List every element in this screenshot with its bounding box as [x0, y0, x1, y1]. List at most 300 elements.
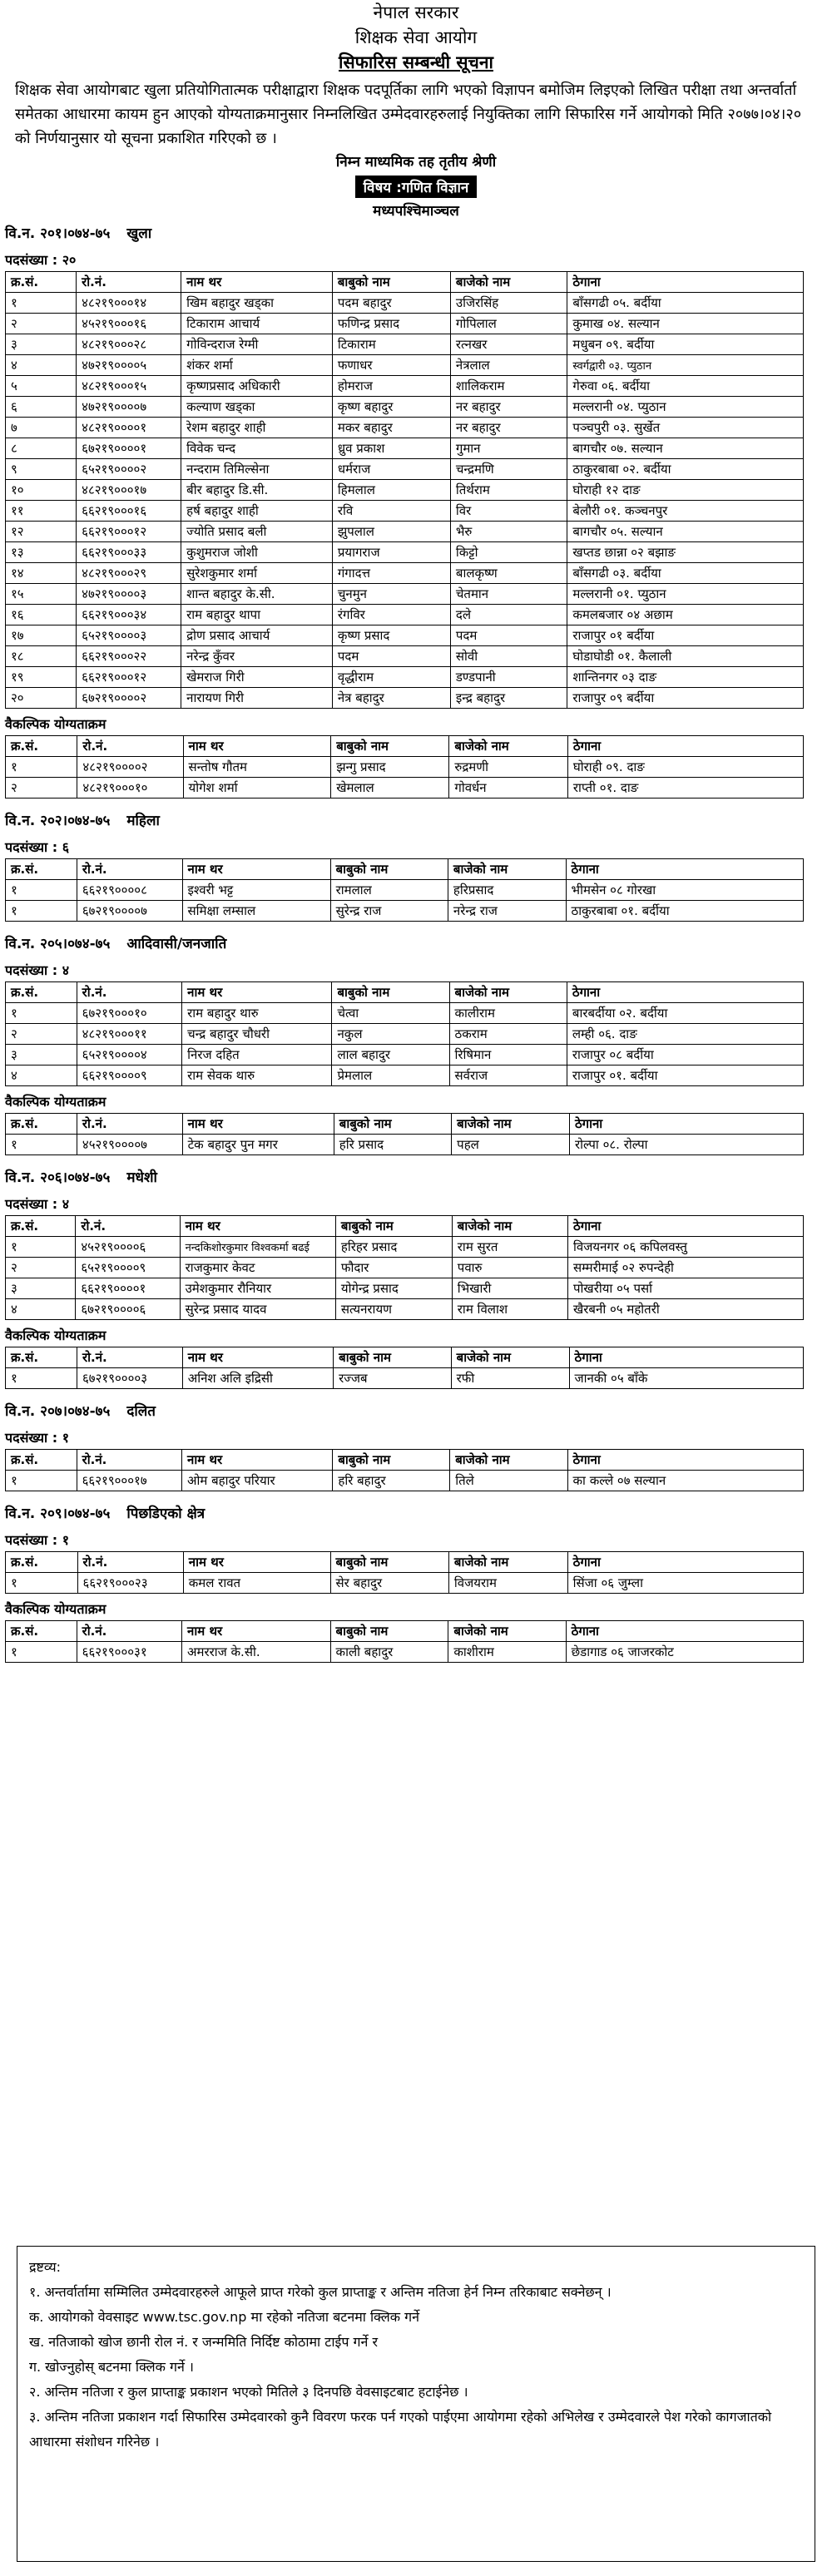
column-header: नाम थर — [183, 736, 331, 757]
table-cell: १ — [6, 1471, 77, 1491]
table-row — [6, 522, 804, 542]
table-cell: चेतमान — [450, 584, 567, 605]
table-cell: कृष्ण प्रसाद — [332, 625, 450, 646]
table-cell: २० — [6, 688, 77, 709]
results-table — [5, 858, 804, 922]
note-3: ३. अन्तिम नतिजा प्रकाशन गर्दा सिफारिस उम्मेदवारको कुनै विवरण फरक पर्न गएको पाईएमा आयोगमा रहेको अभिलेख र उम्मेदवारले पेश गरेको कागजातको आधारमा संशोधन गरिनेछ । — [29, 2409, 772, 2450]
table-cell: १ — [6, 1642, 77, 1663]
section-label: महिला — [126, 813, 160, 829]
table-cell: पञ्चपुरी ०३. सुर्खेत — [567, 418, 804, 438]
table-row — [6, 1237, 804, 1258]
table-row — [6, 1573, 804, 1594]
table-cell: ४५२१९०००१६ — [77, 314, 181, 334]
column-header: ठेगाना — [569, 1114, 803, 1135]
table-row — [6, 605, 804, 625]
table-header-row — [6, 1347, 804, 1368]
table-header-row — [6, 1114, 804, 1135]
table-cell: हरिहर प्रसाद — [335, 1237, 452, 1258]
table-cell: योगेश शर्मा — [183, 778, 331, 799]
table-cell: १० — [6, 480, 77, 501]
column-header: नाम थर — [182, 1621, 331, 1642]
column-header: रो.नं. — [77, 859, 182, 880]
table-cell: सम्मरीमाई ०२ रुपन्देही — [568, 1258, 804, 1278]
table-row — [6, 563, 804, 584]
column-header: बाबुको नाम — [334, 1347, 452, 1368]
section-gap — [0, 1389, 832, 1401]
table-cell: १ — [6, 757, 77, 778]
table-cell: ५ — [6, 376, 77, 397]
subject-heading: विषय :गणित विज्ञान — [355, 176, 478, 198]
table-cell: २ — [6, 1024, 77, 1045]
column-header: रो.नं. — [77, 1347, 183, 1368]
table-cell: ४८२१९०००१० — [77, 778, 183, 799]
table-cell: रुद्रमणी — [449, 757, 568, 778]
table-cell: नन्दराम तिमिल्सेना — [181, 459, 333, 480]
table-cell: योगेन्द्र प्रसाद — [335, 1278, 452, 1299]
table-row — [6, 1003, 804, 1024]
table-cell: १ — [6, 1003, 77, 1024]
level-heading: निम्न माध्यमिक तह तृतीय श्रेणी — [335, 154, 497, 171]
table-cell: ६५२१९००००४ — [77, 1045, 181, 1066]
results-table — [5, 271, 804, 709]
table-header-row — [6, 736, 804, 757]
table-header-row — [6, 1621, 804, 1642]
table-cell: उजिरसिंह — [450, 293, 567, 314]
column-header: रो.नं. — [77, 736, 183, 757]
column-header: क्र.सं. — [6, 1450, 77, 1471]
table-cell: राजापुर ०८ बर्दीया — [567, 1045, 803, 1066]
table-cell: ४७२१९००००३ — [77, 584, 181, 605]
table-cell: सन्तोष गौतम — [183, 757, 331, 778]
table-cell: बाँसगढी ०५. बर्दीया — [567, 293, 804, 314]
table-cell: रंगविर — [332, 605, 450, 625]
table-cell: राजकुमार केवट — [180, 1258, 335, 1278]
table-cell: ६५२१९००००९ — [76, 1258, 180, 1278]
table-cell: तिर्थराम — [450, 480, 567, 501]
table-cell: राम सेवक थारु — [182, 1066, 332, 1086]
table-cell: काली बहादुर — [330, 1642, 448, 1663]
table-cell: ६७२१९०००१० — [77, 1003, 181, 1024]
table-cell: ठकराम — [449, 1024, 567, 1045]
section-heading — [5, 223, 832, 245]
table-cell: ६५२१९००००३ — [77, 625, 181, 646]
table-cell: उमेशकुमार रौनियार — [180, 1278, 335, 1299]
table-row — [6, 1024, 804, 1045]
table-cell: बाँसगढी ०३. बर्दीया — [567, 563, 804, 584]
table-cell: १ — [6, 1368, 77, 1389]
table-cell: ४ — [6, 1066, 77, 1086]
table-cell: धर्मराज — [332, 459, 450, 480]
table-cell: खेमलाल — [331, 778, 449, 799]
column-header: बाजेको नाम — [448, 1552, 567, 1573]
section-heading — [5, 810, 832, 832]
sections-container — [0, 223, 832, 1674]
table-cell: १५ — [6, 584, 77, 605]
column-header: बाजेको नाम — [449, 736, 568, 757]
table-cell: वृद्धीराम — [332, 667, 450, 688]
table-cell: ठाकुरबाबा ०२. बर्दीया — [567, 459, 804, 480]
table-cell: ६६२१९००००८ — [77, 880, 182, 901]
column-header: बाजेको नाम — [450, 272, 567, 293]
table-cell: शालिकराम — [450, 376, 567, 397]
column-header: क्र.सं. — [6, 1114, 77, 1135]
alternate-heading: वैकल्पिक योग्यताक्रम — [5, 1328, 106, 1343]
table-row — [6, 1045, 804, 1066]
note-1: १. अन्तर्वार्तामा सम्मिलित उम्मेदवारहरुले आफूले प्राप्त गरेको कुल प्राप्ताङ्क र अन्तिम नतिजा हेर्न निम्न तरिकाबाट सक्नेछन् । — [29, 2284, 612, 2300]
table-cell: फणिन्द्र प्रसाद — [332, 314, 450, 334]
table-cell: जानकी ०५ बाँके — [569, 1368, 803, 1389]
table-cell: भिखारी — [452, 1278, 567, 1299]
table-row — [6, 542, 804, 563]
table-cell: गोपिलाल — [450, 314, 567, 334]
table-row — [6, 1299, 804, 1320]
table-cell: कल्याण खड्का — [181, 397, 333, 418]
table-cell: ४ — [6, 1299, 76, 1320]
table-cell: शंकर शर्मा — [181, 355, 333, 376]
post-count: पदसंख्या : १ — [5, 1532, 70, 1548]
table-cell: लाल बहादुर — [332, 1045, 449, 1066]
table-cell: ६७२१९००००७ — [77, 901, 182, 922]
column-header: ठेगाना — [567, 272, 804, 293]
table-cell: राजापुर ०१. बर्दीया — [567, 1066, 803, 1086]
section-code: वि.न. २०५।०७४-७५ — [5, 936, 111, 952]
table-cell: सोवी — [450, 646, 567, 667]
table-cell: हरि प्रसाद — [334, 1135, 451, 1155]
table-cell: तिले — [450, 1471, 567, 1491]
table-cell: झुपलाल — [332, 522, 450, 542]
table-cell: चन्द्रमणि — [450, 459, 567, 480]
table-cell: ६६२१९०००१६ — [77, 501, 181, 522]
table-cell: नरेन्द्र राज — [448, 901, 566, 922]
table-cell: ६६२१९०००१२ — [77, 522, 181, 542]
table-cell: घोराही १२ दाङ — [567, 480, 804, 501]
column-header: बाबुको नाम — [330, 1621, 448, 1642]
column-header: रो.नं. — [77, 1621, 181, 1642]
column-header: नाम थर — [183, 1552, 330, 1573]
column-header: क्र.सं. — [6, 859, 77, 880]
table-cell: विजयनगर ०६ कपिलवस्तु — [568, 1237, 804, 1258]
table-cell: गोवर्धन — [449, 778, 568, 799]
table-row — [6, 667, 804, 688]
table-row — [6, 1258, 804, 1278]
table-cell: ४८२१९०००१५ — [77, 376, 181, 397]
note-1-ka: क. आयोगको वेवसाइट www.tsc.gov.np मा रहेको नतिजा बटनमा क्लिक गर्ने — [29, 2309, 419, 2325]
table-cell: ४८२१९०००२९ — [77, 563, 181, 584]
column-header: क्र.सं. — [6, 1621, 77, 1642]
table-header-row — [6, 982, 804, 1003]
table-cell: बागचौर ०७. सल्यान — [567, 438, 804, 459]
section-heading — [5, 1503, 832, 1525]
intro-paragraph: शिक्षक सेवा आयोगबाट खुला प्रतियोगितात्मक परीक्षाद्वारा शिक्षक पदपूर्तिका लागि भएको विज्ञापन बमोजिम लिइएको लिखित परीक्षा तथा अन्तर्वार्ता समेतका आधारमा कायम हुन आएको योग्यताक्रमानुसार निम्नलिखित उम्मेदवारहरुलाई नियुक्तिका लागि सिफारिस गर्ने आयोगको मिति २०७७।०४।२० को निर्णयानुसार यो सूचना प्रकाशित गरिएको छ । — [15, 82, 802, 147]
table-cell: इश्वरी भट्ट — [182, 880, 330, 901]
table-cell: हरि बहादुर — [333, 1471, 450, 1491]
column-header: बाबुको नाम — [333, 1450, 450, 1471]
table-cell: खेमराज गिरी — [181, 667, 333, 688]
table-cell: बीर बहादुर डि.सी. — [181, 480, 333, 501]
results-table — [5, 1347, 804, 1389]
table-cell: २ — [6, 314, 77, 334]
table-cell: कमलबजार ०४ अछाम — [567, 605, 804, 625]
table-cell: ६६२१९०००१२ — [77, 667, 181, 688]
table-cell: टिकाराम आचार्य — [181, 314, 333, 334]
section-label: खुला — [126, 225, 152, 242]
results-table — [5, 1620, 804, 1663]
table-cell: अमरराज के.सी. — [182, 1642, 331, 1663]
government-name: नेपाल सरकार — [373, 2, 459, 22]
column-header: बाबुको नाम — [332, 982, 449, 1003]
column-header: रो.नं. — [77, 982, 181, 1003]
table-cell: २ — [6, 1258, 76, 1278]
table-cell: नकुल — [332, 1024, 449, 1045]
column-header: नाम थर — [182, 1450, 333, 1471]
table-cell: डण्डपानी — [450, 667, 567, 688]
table-cell: १८ — [6, 646, 77, 667]
table-cell: ६६२१९०००१७ — [77, 1471, 181, 1491]
table-row — [6, 625, 804, 646]
table-cell: ४८२१९०००१७ — [77, 480, 181, 501]
table-cell: गोविन्दराज रेग्मी — [181, 334, 333, 355]
table-cell: बालकृष्ण — [450, 563, 567, 584]
region-heading: मध्यपश्चिमाञ्चल — [373, 203, 459, 220]
table-cell: टेक बहादुर पुन मगर — [182, 1135, 334, 1155]
notes-title: द्रष्टव्य: — [29, 2259, 61, 2275]
table-cell: चन्द्र बहादुर चौधरी — [182, 1024, 332, 1045]
column-header: बाजेको नाम — [448, 859, 566, 880]
table-cell: ४८२१९०००१४ — [77, 293, 181, 314]
table-row — [6, 1278, 804, 1299]
table-cell: ४८२१९००००१ — [77, 418, 181, 438]
column-header: क्र.सं. — [6, 1552, 78, 1573]
table-cell: १ — [6, 293, 77, 314]
table-row — [6, 584, 804, 605]
table-cell: सर्वराज — [449, 1066, 567, 1086]
table-cell: ३ — [6, 334, 77, 355]
table-cell: बागचौर ०५. सल्यान — [567, 522, 804, 542]
column-header: नाम थर — [181, 272, 333, 293]
table-cell: ६ — [6, 397, 77, 418]
table-cell: हरिप्रसाद — [448, 880, 566, 901]
table-cell: फौदार — [335, 1258, 452, 1278]
table-cell: ६६२१९०००३३ — [77, 542, 181, 563]
table-cell: १६ — [6, 605, 77, 625]
table-cell: चुनमुन — [332, 584, 450, 605]
table-cell: रत्नखर — [450, 334, 567, 355]
table-row — [6, 355, 804, 376]
table-cell: ओम बहादुर परियार — [182, 1471, 333, 1491]
section-gap — [0, 1663, 832, 1674]
section-heading — [5, 1167, 832, 1189]
table-cell: दले — [450, 605, 567, 625]
table-row — [6, 1471, 804, 1491]
table-cell: स्वर्गद्वारी ०३. प्युठान — [567, 355, 804, 376]
section-label: पिछडिएको क्षेत्र — [126, 1506, 206, 1522]
table-cell: पदम — [450, 625, 567, 646]
results-table — [5, 1113, 804, 1155]
column-header: बाजेको नाम — [451, 1347, 569, 1368]
post-count: पदसंख्या : ६ — [5, 839, 70, 855]
table-cell: काशीराम — [448, 1642, 566, 1663]
column-header: बाबुको नाम — [330, 1552, 448, 1573]
table-cell: ६७२१९००००१ — [77, 438, 181, 459]
table-cell: राम बहादुर थारु — [182, 1003, 332, 1024]
column-header: बाजेको नाम — [452, 1114, 570, 1135]
section-code: वि.न. २०७।०७४-७५ — [5, 1403, 111, 1420]
table-cell: ३ — [6, 1278, 76, 1299]
table-cell: खिम बहादुर खड्का — [181, 293, 333, 314]
table-row — [6, 1135, 804, 1155]
table-row — [6, 438, 804, 459]
column-header: रो.नं. — [77, 1114, 182, 1135]
table-cell: सत्यनरायण — [335, 1299, 452, 1320]
column-header: रो.नं. — [77, 1552, 183, 1573]
table-cell: छेडागाड ०६ जाजरकोट — [566, 1642, 803, 1663]
section-label: दलित — [126, 1403, 156, 1420]
section-code: वि.न. २०६।०७४-७५ — [5, 1169, 111, 1186]
section-gap — [0, 1491, 832, 1503]
table-cell: सुरेशकुमार शर्मा — [181, 563, 333, 584]
column-header: बाजेको नाम — [452, 1216, 567, 1237]
column-header: नाम थर — [182, 1347, 333, 1368]
table-cell: ९ — [6, 459, 77, 480]
table-cell: मल्लरानी ०१. प्युठान — [567, 584, 804, 605]
table-cell: का कल्ले ०७ सल्यान — [567, 1471, 803, 1491]
table-cell: नर बहादुर — [450, 397, 567, 418]
table-row — [6, 418, 804, 438]
column-header: ठेगाना — [567, 982, 803, 1003]
table-cell: ४७२१९००००७ — [77, 397, 181, 418]
table-cell: ४ — [6, 355, 77, 376]
results-table — [5, 1449, 804, 1491]
results-table — [5, 1551, 804, 1594]
table-cell: गेरुवा ०६. बर्दीया — [567, 376, 804, 397]
section-heading — [5, 933, 832, 955]
table-row — [6, 1066, 804, 1086]
table-cell: २ — [6, 778, 77, 799]
table-cell: बारबर्दीया ०२. बर्दीया — [567, 1003, 803, 1024]
table-cell: शान्त बहादुर के.सी. — [181, 584, 333, 605]
section-label: मधेशी — [126, 1169, 157, 1186]
column-header: नाम थर — [180, 1216, 335, 1237]
table-cell: १४ — [6, 563, 77, 584]
table-cell: ३ — [6, 1045, 77, 1066]
table-cell: ६६२१९०००२२ — [77, 646, 181, 667]
table-row — [6, 1368, 804, 1389]
table-cell: १९ — [6, 667, 77, 688]
alternate-heading: वैकल्पिक योग्यताक्रम — [5, 1094, 106, 1110]
section-gap — [0, 922, 832, 933]
table-cell: द्रोण प्रसाद आचार्य — [181, 625, 333, 646]
section-code: वि.न. २०१।०७४-७५ — [5, 225, 111, 242]
table-cell: सेर बहादुर — [330, 1573, 448, 1594]
table-row — [6, 314, 804, 334]
column-header: बाजेको नाम — [449, 982, 567, 1003]
table-row — [6, 376, 804, 397]
column-header: क्र.सं. — [6, 736, 77, 757]
table-cell: भैरु — [450, 522, 567, 542]
table-cell: कमल रावत — [183, 1573, 330, 1594]
table-cell: ४७२१९००००५ — [77, 355, 181, 376]
table-cell: बेलौरी ०१. कञ्चनपुर — [567, 501, 804, 522]
table-cell: ६७२१९००००२ — [77, 688, 181, 709]
table-cell: ६७२१९००००३ — [77, 1368, 183, 1389]
section-code: वि.न. २०२।०७४-७५ — [5, 813, 111, 829]
table-header-row — [6, 1450, 804, 1471]
table-cell: १७ — [6, 625, 77, 646]
column-header: बाबुको नाम — [331, 736, 449, 757]
table-cell: खैरबनी ०५ महोतरी — [568, 1299, 804, 1320]
table-cell: १ — [6, 901, 77, 922]
column-header: ठेगाना — [567, 736, 803, 757]
column-header: ठेगाना — [568, 1216, 804, 1237]
table-cell: फणाधर — [332, 355, 450, 376]
table-row — [6, 778, 804, 799]
results-table — [5, 735, 804, 799]
table-cell: होमराज — [332, 376, 450, 397]
column-header: बाबुको नाम — [330, 859, 448, 880]
column-header: नाम थर — [182, 859, 330, 880]
table-cell: ठाकुरबाबा ०१. बर्दीया — [566, 901, 803, 922]
section-gap — [0, 1155, 832, 1167]
table-row — [6, 901, 804, 922]
table-cell: ६६२१९००००१ — [76, 1278, 180, 1299]
table-row — [6, 1642, 804, 1663]
table-cell: हर्ष बहादुर शाही — [181, 501, 333, 522]
table-cell: पदम — [332, 646, 450, 667]
table-cell: ध्रुव प्रकाश — [332, 438, 450, 459]
table-cell: घोडाघोडी ०१. कैलाली — [567, 646, 804, 667]
column-header: बाजेको नाम — [450, 1450, 567, 1471]
table-cell: इन्द्र बहादुर — [450, 688, 567, 709]
column-header: रो.नं. — [77, 1450, 181, 1471]
table-cell: सिंजा ०६ जुम्ला — [567, 1573, 803, 1594]
table-row — [6, 688, 804, 709]
column-header: क्र.सं. — [6, 982, 77, 1003]
table-cell: रिषिमान — [449, 1045, 567, 1066]
table-cell: विजयराम — [448, 1573, 567, 1594]
table-cell: ६६२१९००००९ — [77, 1066, 181, 1086]
table-cell: मधुबन ०९. बर्दीया — [567, 334, 804, 355]
column-header: नाम थर — [182, 982, 332, 1003]
table-cell: ४५२१९००००७ — [77, 1135, 182, 1155]
table-cell: निरज दहित — [182, 1045, 332, 1066]
table-cell: हिमलाल — [332, 480, 450, 501]
table-row — [6, 397, 804, 418]
results-table — [5, 1215, 804, 1320]
table-cell: कुशुमराज जोशी — [181, 542, 333, 563]
alternate-heading: वैकल्पिक योग्यताक्रम — [5, 716, 106, 732]
table-cell: चेत्वा — [332, 1003, 449, 1024]
results-table — [5, 981, 804, 1086]
table-header-row — [6, 1552, 804, 1573]
table-cell: रामलाल — [330, 880, 448, 901]
table-cell: नन्दकिशोरकुमार विश्वकर्मा बढई — [180, 1237, 335, 1258]
note-2: २. अन्तिम नतिजा र कुल प्राप्ताङ्क प्रकाशन भएको मितिले ३ दिनपछि वेवसाइटबाट हटाईनेछ । — [29, 2384, 468, 2400]
column-header: बाबुको नाम — [334, 1114, 451, 1135]
table-cell: रवि — [332, 501, 450, 522]
table-cell: ६६२१९०००३४ — [77, 605, 181, 625]
table-cell: रफी — [451, 1368, 569, 1389]
alternate-heading: वैकल्पिक योग्यताक्रम — [5, 1601, 106, 1617]
table-cell: गंगादत्त — [332, 563, 450, 584]
post-count: पदसंख्या : २० — [5, 252, 77, 268]
table-cell: ११ — [6, 501, 77, 522]
table-cell: घोराही ०९. दाङ — [567, 757, 803, 778]
table-row — [6, 293, 804, 314]
table-header-row — [6, 1216, 804, 1237]
table-cell: ७ — [6, 418, 77, 438]
section-code: वि.न. २०९।०७४-७५ — [5, 1506, 111, 1522]
table-cell: विवेक चन्द — [181, 438, 333, 459]
